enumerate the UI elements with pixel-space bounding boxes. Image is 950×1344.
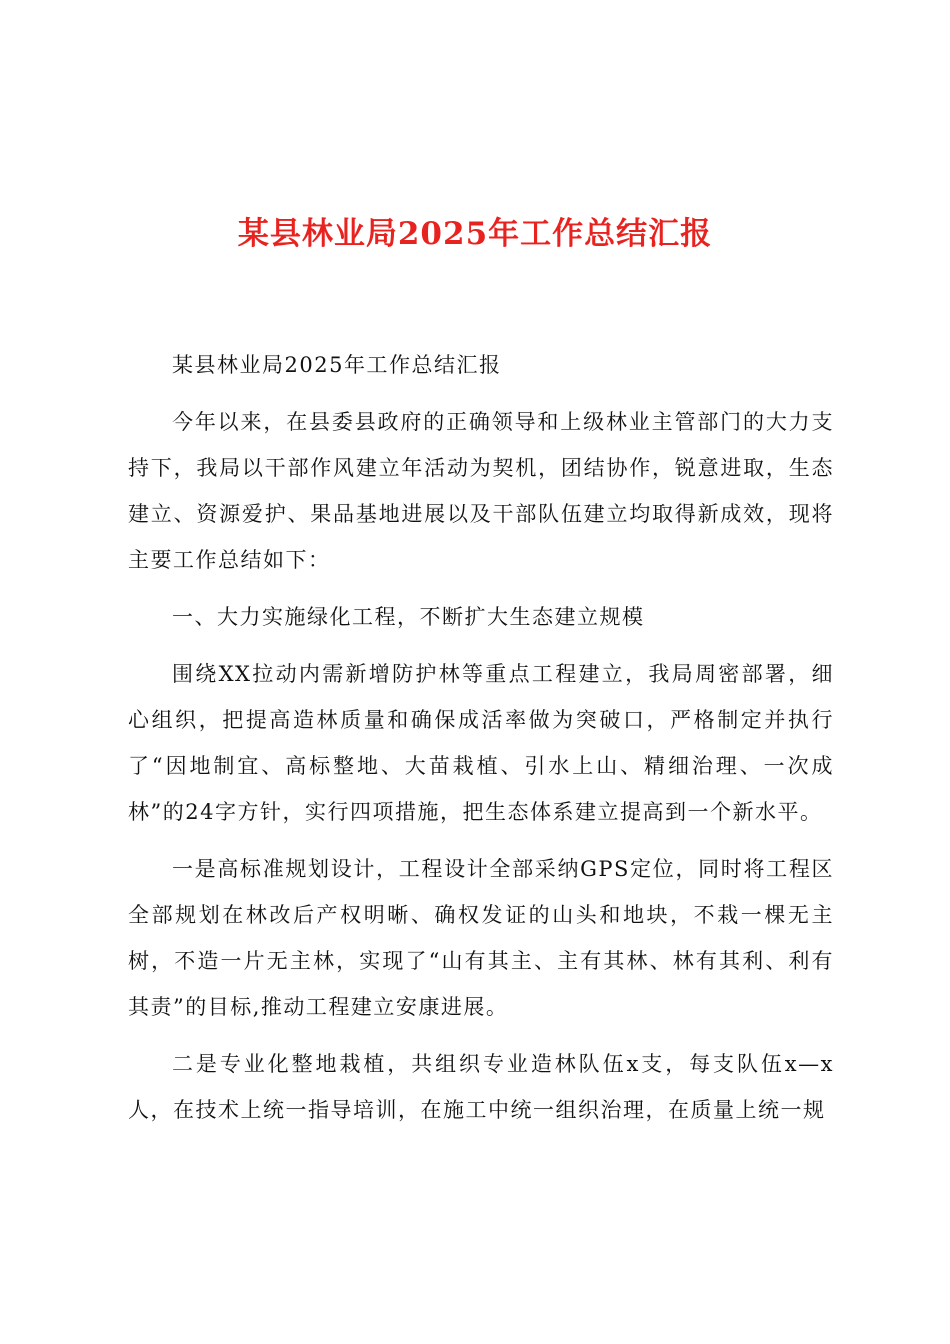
document-body	[128, 342, 834, 1144]
section-heading-1: 一、大力实施绿化工程，不断扩大生态建立规模	[172, 605, 645, 629]
body-paragraph: 一是高标准规划设计，工程设计全部采纳GPS定位，同时将工程区全部规划在林改后产权明晰、确权发证的山头和地块，不栽一棵无主树，不造一片无主林，实现了“山有其主、主有其林、林有其利、利有其责”的目标,推动工程建立安康进展。	[128, 857, 834, 1019]
subtitle-paragraph: 某县林业局2025年工作总结汇报	[172, 353, 502, 377]
body-paragraph: 围绕XX拉动内需新增防护林等重点工程建立，我局周密部署，细心组织，把提高造林质量和确保成活率做为突破口，严格制定并执行了“因地制宜、高标整地、大苗栽植、引水上山、精细治理、一次成林”的24字方针，实行四项措施，把生态体系建立提高到一个新水平。	[128, 662, 834, 824]
body-paragraph: 二是专业化整地栽植，共组织专业造林队伍x支，每支队伍x—x人，在技术上统一指导培训，在施工中统一组织治理，在质量上统一规	[128, 1052, 834, 1122]
document-title: 某县林业局2025年工作总结汇报	[237, 216, 713, 252]
intro-paragraph: 今年以来，在县委县政府的正确领导和上级林业主管部门的大力支持下，我局以干部作风建立年活动为契机，团结协作，锐意进取，生态建立、资源爱护、果品基地进展以及干部队伍建立均取得新成效，现将主要工作总结如下：	[128, 410, 834, 572]
